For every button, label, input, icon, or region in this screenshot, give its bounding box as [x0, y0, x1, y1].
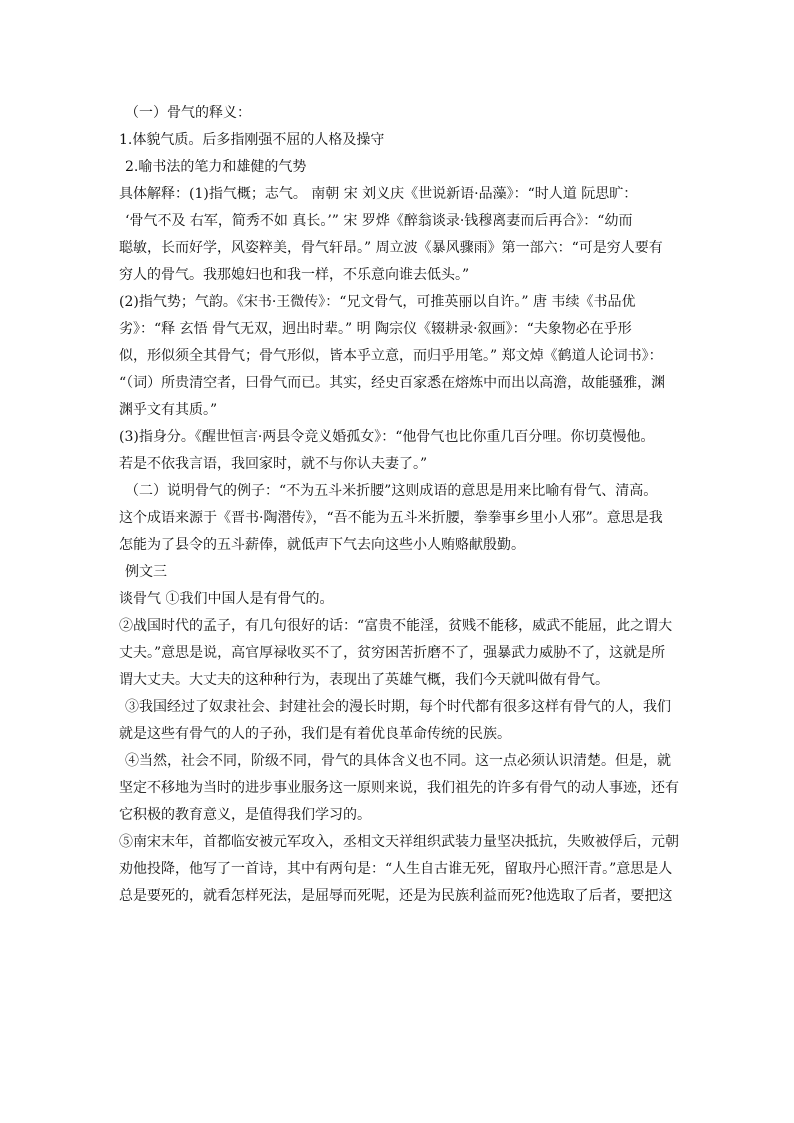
- text-line: 若是不依我言语，我回家时，就不与你认夫妻了。”: [119, 456, 428, 472]
- text-line: ③我国经过了奴隶社会、封建社会的漫长时期，每个时代都有很多这样有骨气的人，我们: [125, 699, 671, 715]
- essay-paragraph-4: [119, 748, 677, 829]
- definition-item-1: 1.体貌气质。后多指刚强不屈的人格及操守: [119, 132, 385, 148]
- text-line: 这个成语来源于《晋书·陶潜传》，“吾不能为五斗米折腰，拳拳事乡里小人邪”。意思是我: [119, 510, 663, 526]
- text-line: (2)指气势；气韵。《宋书·王微传》：“兄文骨气，可推英丽以自许。” 唐 韦续《书品优: [119, 294, 636, 310]
- essay-paragraph-2: [119, 613, 677, 694]
- essay-title-line: 谈骨气 ①我们中国人是有骨气的。: [119, 591, 334, 607]
- text-line: 怎能为了县令的五斗薪俸，就低声下气去向这些小人贿赂献殷勤。: [119, 537, 525, 553]
- text-line: 聪敏，长而好学，风姿粹美，骨气轩昂。” 周立波《暴风骤雨》第一部六：“可是穷人要有: [119, 240, 663, 256]
- explanation-paragraph-1: [119, 181, 677, 289]
- text-line: 它积极的教育意义，是值得我们学习的。: [119, 807, 371, 823]
- text-line: ④当然，社会不同，阶级不同，骨气的具体含义也不同。这一点必须认识清楚。但是，就: [125, 753, 671, 769]
- document-body: [119, 100, 677, 910]
- explanation-paragraph-2: [119, 289, 677, 424]
- text-line: 渊乎文有其质。”: [119, 402, 218, 418]
- text-line: 具体解释：(1)指气概；志气。 南朝 宋 刘义庆《世说新语·品藻》：“时人道 阮思旷：: [119, 186, 638, 202]
- text-line: 谓大丈夫。大丈夫的这种种行为，表现出了英雄气概，我们今天就叫做有骨气。: [119, 672, 609, 688]
- example-paragraph: [119, 478, 677, 559]
- section-heading-definition: （一）骨气的释义：: [125, 105, 251, 121]
- essay-paragraph-3: [119, 694, 677, 748]
- text-line: ②战国时代的孟子，有几句很好的话：“富贵不能淫，贫贱不能移，威武不能屈，此之谓大: [119, 618, 673, 634]
- text-line: 总是要死的，就看怎样死法，是屈辱而死呢，还是为民族利益而死?他选取了后者，要把这: [119, 888, 673, 904]
- explanation-paragraph-3: [119, 424, 677, 478]
- text-line: 就是这些有骨气的人的子孙，我们是有着优良革命传统的民族。: [119, 726, 511, 742]
- text-line: 劣》：“释 玄悟 骨气无双，迥出时辈。” 明 陶宗仪《辍耕录·叙画》：“夫象物必在乎形: [119, 321, 632, 337]
- text-line: 似，形似须全其骨气；骨气形似，皆本乎立意，而归乎用笔。” 郑文焯《鹤道人论词书》：: [119, 348, 663, 364]
- text-line: ‘骨气不及 右军，简秀不如 真长。’” 宋 罗烨《醉翁谈录·钱穆离妻而后再合》：“幼而: [125, 213, 633, 229]
- essay-paragraph-5: [119, 829, 677, 910]
- text-line: 丈夫。”意思是说，高官厚禄收买不了，贫穷困苦折磨不了，强暴武力威胁不了，这就是所: [119, 645, 666, 661]
- text-line: 劝他投降，他写了一首诗，其中有两句是：“人生自古谁无死，留取丹心照汗青。”意思是人: [119, 861, 673, 877]
- definition-item-2: 2.喻书法的笔力和雄健的气势: [125, 159, 307, 175]
- text-line: 穷人的骨气。我那媳妇也和我一样，不乐意向谁去低头。”: [119, 267, 470, 283]
- text-line: (3)指身分。《醒世恒言·两县令竞义婚孤女》：“他骨气也比你重几百分哩。你切莫慢他。: [119, 429, 655, 445]
- text-line: “（词）所贵清空者，曰骨气而已。其实，经史百家悉在熔炼中而出以高澹，故能骚雅，渊: [119, 375, 666, 391]
- text-line: ⑤南宋末年，首都临安被元军攻入，丞相文天祥组织武装力量坚决抵抗，失败被俘后，元朝: [119, 834, 679, 850]
- text-line: 坚定不移地为当时的进步事业服务这一原则来说，我们祖先的许多有骨气的动人事迹，还有: [119, 780, 679, 796]
- text-line: （二）说明骨气的例子：“不为五斗米折腰”这则成语的意思是用来比喻有骨气、清高。: [125, 483, 658, 499]
- essay-label: 例文三: [125, 564, 167, 580]
